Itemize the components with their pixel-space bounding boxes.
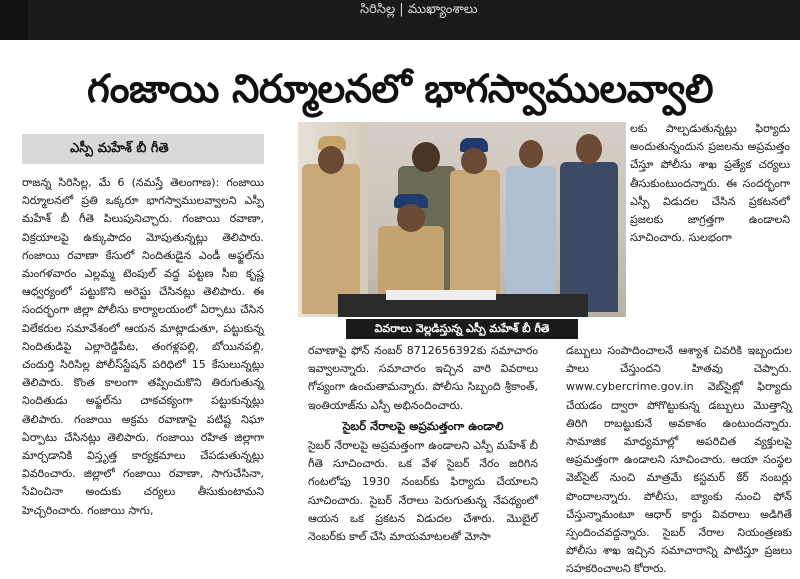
photo-head-center (412, 142, 440, 172)
news-photo (298, 122, 626, 317)
photo-head-mid (461, 148, 487, 174)
article-column-1 (22, 174, 264, 554)
photo-head-left (318, 146, 344, 174)
column-3-paragraph: డబ్బులు సంపాదించాలనే ఆశ్యాశ చివరికి ఇబ్బందుల పాలు చేస్తుందని హితవు చెప్పారు. www.cybercrime.gov.in వెబ్‌సైట్లో ఫిర్యాదు చేయడం ద్వారా పోగొట్టుకున్న డబ్బులు మొత్తాన్ని తిరిగి రాబట్టుకునే అవకాశం ఉంటుందన్నారు. సామాజిక మాధ్యమాల్లో అపరిచిత వ్యక్తులపై అప్రమత్తంగా ఉండాలని సూచించారు. ఆయా సంస్థల వెబ్‌సైట్ నుంచి మాత్రమే కస్టమర్ కేర్ నంబర్లు పొందాలన్నారు. పోలీసు, బ్యాంకు నుంచి ఫోన్ చేస్తున్నామంటూ ఆధార్ కార్డు వివరాలు అడిగితే స్పందించవద్దన్నారు. సైబర్ నేరాల నియంత్రణకు పోలీసు శాఖ ఇచ్చిన సమాచారాన్ని పాటిస్తూ ప్రజలు సహకరించాలని కోరారు. (566, 344, 792, 576)
photo-officer-left (302, 164, 360, 314)
column-2-paragraph: రవాణాపై ఫోన్ నంబర్ 8712656392కు సమాచారం ఇవ్వాలన్నారు. సమాచారం ఇచ్చిన వారి వివరాలు గోప్యంగా ఉంచుతామన్నారు. పోలీసు సిబ్బంది శ్రీకాంత్, ఇంతియాజ్‌ను ఎస్పీ అభినందించారు. (308, 344, 538, 412)
column-2-subheading: సైబర్ నేరాలపై అప్రమత్తంగా ఉండాలి (342, 418, 504, 433)
page-tab (0, 0, 28, 40)
photo-sp-seated (378, 226, 444, 298)
header-bar (0, 0, 800, 40)
column-2-paragraph-2: సైబర్ నేరాలపై అప్రమత్తంగా ఉండాలని ఎస్పీ మహేశ్ బీ గీతె సూచించారు. ఒక వేళ సైబర్ నేరం జరిగిన గంటలోపు 1930 నంబర్‌కు ఫిర్యాదు చేయాలని సూచించారు. సైబర్ నేరాలు పెరుగుతున్న నేపథ్యంలో ఆయన ఒక ప్రకటన విడుదల చేశారు. మొబైల్ నెంబర్‌కు కాల్ చేసి మాయమాటలతో మోసా (308, 439, 538, 544)
photo-head-right (576, 134, 602, 164)
headline: గంజాయి నిర్మూలనలో భాగస్వాములవ్వాలి (86, 67, 714, 112)
article-column-3 (566, 342, 792, 576)
photo-person-right (560, 162, 618, 312)
photo-officer-mid (450, 170, 500, 310)
photo-head-blue (519, 140, 543, 168)
column-right-top-paragraph: లకు పాల్పడుతున్నట్లు ఫిర్యాదు అందుతున్నందున ప్రజలను అప్రమత్తం చేస్తూ పోలీసు శాఖ ప్రత్యేక చర్యలు తీసుకుంటుందన్నారు. ఈ సందర్భంగా ఎస్పీ విడుదల చేసిన ప్రకటనలో ప్రజలకు జాగ్రత్తగా ఉండాలని సూచించారు. సులభంగా (630, 122, 790, 245)
article-column-right-top (630, 120, 790, 280)
byline: ఎస్పీ మహేశ్ బీ గీతె (22, 134, 264, 164)
photo-head-sp (397, 204, 425, 232)
article-column-2 (308, 342, 538, 557)
column-1-paragraph: రాజన్న సిరిసిల్ల, మే 6 (నమస్తే తెలంగాణ): గంజాయి నిర్మూలనలో ప్రతి ఒక్కరూ భాగస్వాములవ్వాలని ఎస్పీ మహేశ్ బీ గీతె పిలుపునిచ్చారు. గంజాయి రవాణా, విక్రయాలపై ఉక్కుపాదం మోపుతున్నట్లు తెలిపారు. గంజాయి రవాణా కేసులో నిందితుడైన ఎండీ అఫ్జల్‌ను మంగళవారం ఎల్లమ్మ టెంపుల్ వద్ద పట్టణ సీఐ కృష్ణ ఆధ్వర్యంలో పట్టుకొని అరెస్టు చేసినట్లు తెలిపారు. ఈ సందర్భంగా జిల్లా పోలీసు కార్యాలయంలో ఏర్పాటు చేసిన విలేకరుల సమావేశంలో ఆయన మాట్లాడుతూ, పట్టుకున్న నిందితుడిపై ఎల్లారెడ్డిపేట, తంగళ్లపల్లి, బోయినపల్లి, చందుర్తి సిరిసిల్ల పోలీస్‌స్టేషన్ పరిధిలో 15 కేసులున్నట్లు తెలిపారు. కొంత కాలంగా తప్పించుకొని తిరుగుతున్న నిందితుడు అఫ్జల్‌ను చాకచక్యంగా పట్టుకున్నట్లు తెలిపారు. గంజాయి అక్రమ రవాణాపై పటిష్ట నిఘా ఏర్పాటు చేసినట్లు తెలిపారు. గంజాయి రహిత జిల్లాగా మార్చడానికి విస్తృత్త కార్యక్రమాలు చేపడుతున్నట్లు వివరించారు. జిల్లాలో గంజాయి రవాణా, సాగుచేసినా, సేవించినా అందుకు చర్యలు తీసుకుంటామని హెచ్చరించారు. గంజాయి సాగు, (22, 176, 264, 517)
photo-caption: వివరాలు వెల్లడిస్తున్న ఎస్పీ మహేశ్ బీ గీతె (346, 319, 578, 339)
photo-person-blue (506, 166, 556, 306)
section-label: సిరిసిల్ల | ముఖ్యాంశాలు (360, 2, 478, 17)
photo-papers (386, 290, 496, 300)
